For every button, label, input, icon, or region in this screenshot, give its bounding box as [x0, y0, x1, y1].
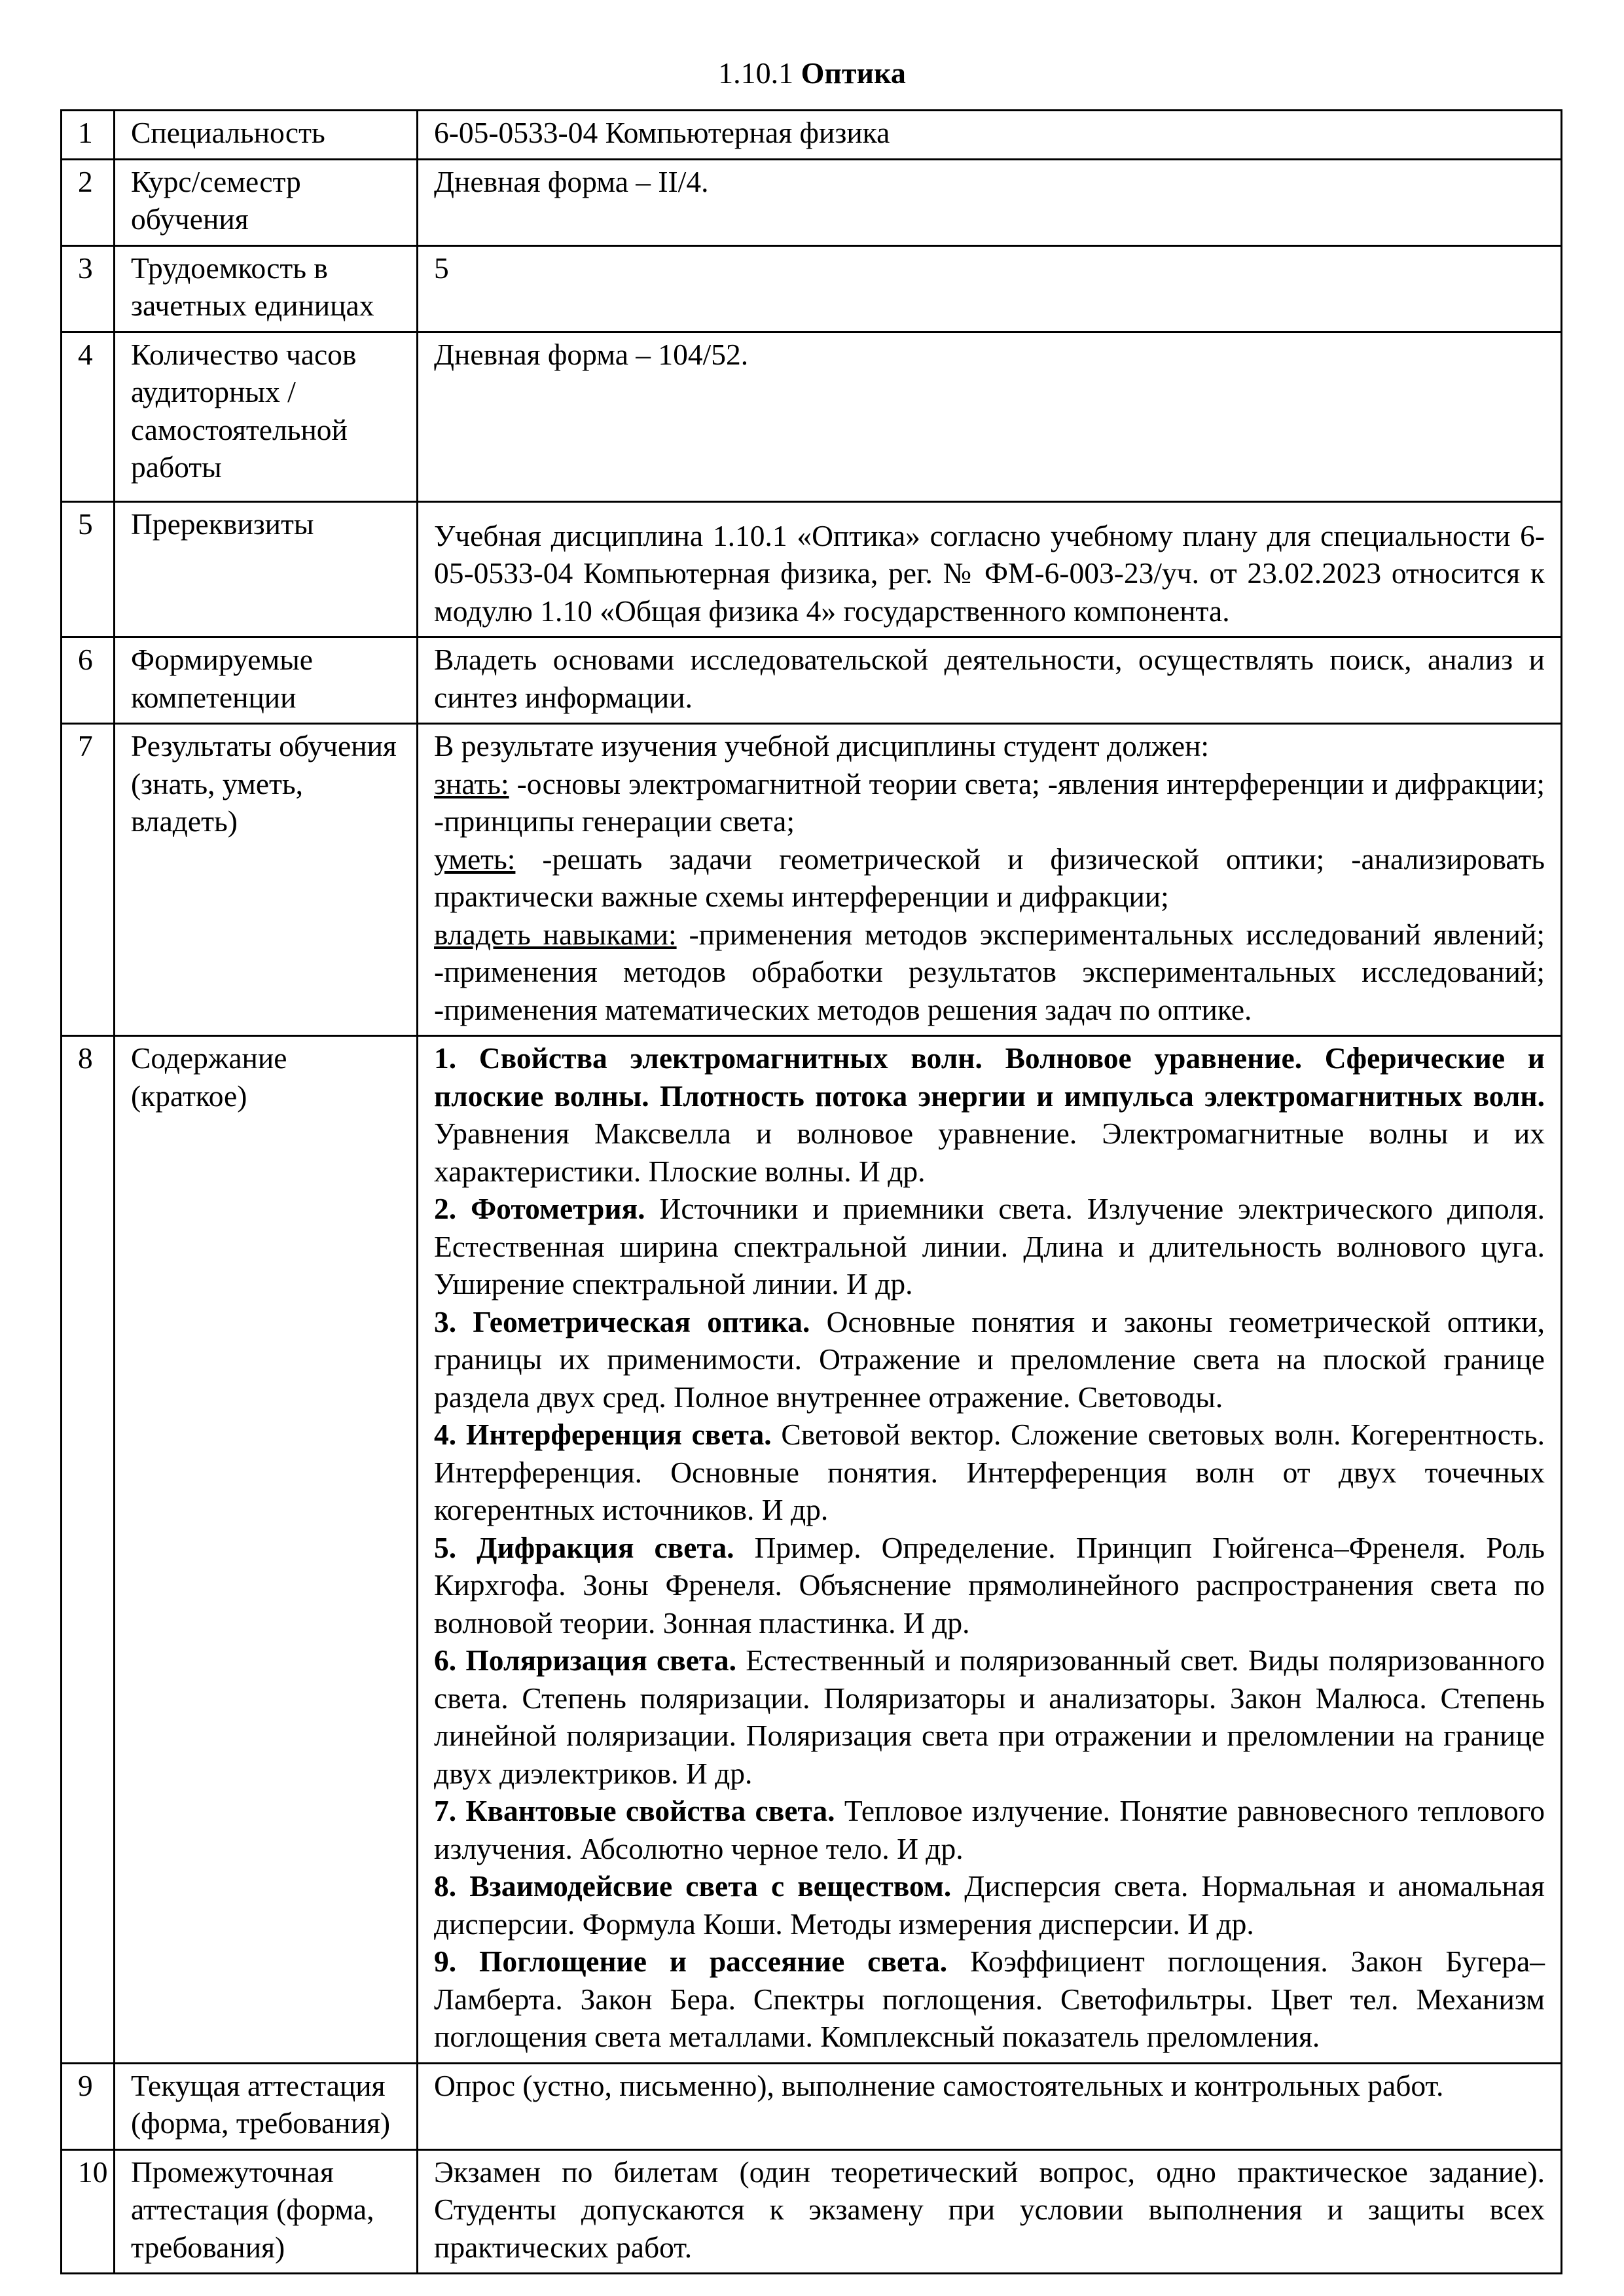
- row-label: Количество часов аудиторных / самостоятельной работы: [115, 332, 418, 501]
- topic-item: [434, 1416, 1545, 1529]
- topic-heading: 1. Свойства электромагнитных волн. Волновое уравнение. Сферические и плоские волны. Плотность потока энергии и импульса электромагнитных волн.: [434, 1041, 1545, 1113]
- table-row: [62, 245, 1562, 332]
- topic-text: Тепловое излучение. Понятие равновесного теплового излучения. Абсолютно черное тело. И др.: [434, 1794, 1545, 1865]
- course-content: [418, 1036, 1562, 2064]
- own-text: -применения методов экспериментальных исследований явлений; -применения методов обработки результатов экспериментальных исследований; -применения математических методов решения задач по оптике.: [434, 917, 1545, 1026]
- row-content: 6-05-0533-04 Компьютерная физика: [418, 111, 1562, 160]
- row-number: 6: [62, 637, 115, 724]
- topic-item: [434, 1641, 1545, 1792]
- table-row: [62, 111, 1562, 160]
- outcomes-know: [434, 765, 1545, 840]
- outcomes-own: [434, 916, 1545, 1029]
- topic-heading: 4. Интерференция света.: [434, 1418, 772, 1451]
- topic-item: [434, 1529, 1545, 1642]
- outcomes-can: [434, 840, 1545, 916]
- topic-text: Дисперсия света. Нормальная и аномальная дисперсии. Формула Коши. Методы измерения дисперсии. И др.: [434, 1869, 1545, 1941]
- can-label: уметь:: [434, 842, 516, 876]
- row-number: 4: [62, 332, 115, 501]
- row-label: Формируемые компетенции: [115, 637, 418, 724]
- topic-item: [434, 1303, 1545, 1416]
- row-label: Промежуточная аттестация (форма, требования): [115, 2149, 418, 2274]
- topic-heading: 6. Поляризация света.: [434, 1643, 736, 1677]
- own-label: владеть навыками:: [434, 917, 677, 951]
- topic-text: Естественный и поляризованный свет. Виды поляризованного света. Степень поляризации. Поляризаторы и анализаторы. Закон Малюса. Степень линейной поляризации. Поляризация света при отражении и преломлении на границе двух диэлектриков. И др.: [434, 1643, 1545, 1790]
- row-number: 8: [62, 1036, 115, 2064]
- table-row: [62, 2149, 1562, 2274]
- table-row: [62, 159, 1562, 245]
- table-row: [62, 501, 1562, 637]
- table-row: [62, 1036, 1562, 2064]
- row-content: Дневная форма – 104/52.: [418, 332, 1562, 501]
- topic-heading: 2. Фотометрия.: [434, 1192, 645, 1225]
- row-label: Результаты обучения (знать, уметь, владеть): [115, 724, 418, 1036]
- row-content: Владеть основами исследовательской деятельности, осуществлять поиск, анализ и синтез информации.: [418, 637, 1562, 724]
- topic-heading: 7. Квантовые свойства света.: [434, 1794, 835, 1827]
- topic-item: [434, 1039, 1545, 1190]
- topic-item: [434, 1190, 1545, 1303]
- row-label: Содержание (краткое): [115, 1036, 418, 2064]
- table-row: [62, 724, 1562, 1036]
- topic-heading: 5. Дифракция света.: [434, 1530, 734, 1564]
- topic-text: Основные понятия и законы геометрической оптики, границы их применимости. Отражение и преломление света на плоской границе раздела двух сред. Полное внутреннее отражение. Световоды.: [434, 1304, 1545, 1414]
- outcomes-intro: В результате изучения учебной дисциплины студент должен:: [434, 729, 1210, 762]
- row-label: Курс/семестр обучения: [115, 159, 418, 245]
- row-content: Учебная дисциплина 1.10.1 «Оптика» согласно учебному плану для специальности 6-05-0533-04 Компьютерная физика, рег. № ФМ-6-003-23/уч. от 23.02.2023 относится к модулю 1.10 «Общая физика 4» государственного компонента.: [418, 501, 1562, 637]
- page-title: [0, 55, 1624, 92]
- row-content: 5: [418, 245, 1562, 332]
- row-number: 7: [62, 724, 115, 1036]
- know-text: -основы электромагнитной теории света; -явления интерференции и дифракции; -принципы генерации света;: [434, 766, 1545, 838]
- row-number: 5: [62, 501, 115, 637]
- row-label: Трудоемкость в зачетных единицах: [115, 245, 418, 332]
- learning-outcomes: [418, 724, 1562, 1036]
- row-content: Экзамен по билетам (один теоретический вопрос, одно практическое задание). Студенты допускаются к экзамену при условии выполнения и защиты всех практических работ.: [418, 2149, 1562, 2274]
- row-number: 9: [62, 2063, 115, 2149]
- row-number: 3: [62, 245, 115, 332]
- topic-heading: 3. Геометрическая оптика.: [434, 1304, 810, 1338]
- row-number: 2: [62, 159, 115, 245]
- can-text: -решать задачи геометрической и физической оптики; -анализировать практически важные схемы интерференции и дифракции;: [434, 842, 1545, 913]
- topic-item: [434, 1943, 1545, 2056]
- row-content: Дневная форма – II/4.: [418, 159, 1562, 245]
- table-row: [62, 332, 1562, 501]
- topic-text: Уравнения Максвелла и волновое уравнение. Электромагнитные волны и их характеристики. Плоские волны. И др.: [434, 1117, 1545, 1188]
- table-row: [62, 637, 1562, 724]
- title-number: 1.10.1: [718, 56, 794, 90]
- topic-text: Световой вектор. Сложение световых волн. Когерентность. Интерференция. Основные понятия. Интерференция волн от двух точечных когерентных источников. И др.: [434, 1418, 1545, 1526]
- topic-text: Источники и приемники света. Излучение электрического диполя. Естественная ширина спектральной линии. Длина и длительность волнового цуга. Уширение спектральной линии. И др.: [434, 1192, 1545, 1300]
- topic-heading: 8. Взаимодейсвие света с веществом.: [434, 1869, 952, 1903]
- table-row: [62, 2063, 1562, 2149]
- row-number: 1: [62, 111, 115, 160]
- topic-heading: 9. Поглощение и рассеяние света.: [434, 1945, 948, 1978]
- topic-text: Коэффициент поглощения. Закон Бугера–Ламберта. Закон Бера. Спектры поглощения. Светофильтры. Цвет тел. Механизм поглощения света металлами. Комплексный показатель преломления.: [434, 1945, 1545, 2053]
- row-label: Специальность: [115, 111, 418, 160]
- know-label: знать:: [434, 766, 509, 800]
- title-name: Оптика: [801, 56, 906, 90]
- syllabus-table: [60, 109, 1562, 2274]
- topic-item: [434, 1867, 1545, 1943]
- row-number: 10: [62, 2149, 115, 2274]
- row-label: Текущая аттестация (форма, требования): [115, 2063, 418, 2149]
- topic-text: Пример. Определение. Принцип Гюйгенса–Френеля. Роль Кирхгофа. Зоны Френеля. Объяснение прямолинейного распространения света по волновой теории. Зонная пластинка. И др.: [434, 1530, 1545, 1640]
- topic-item: [434, 1792, 1545, 1867]
- row-content: Опрос (устно, письменно), выполнение самостоятельных и контрольных работ.: [418, 2063, 1562, 2149]
- row-label: Пререквизиты: [115, 501, 418, 637]
